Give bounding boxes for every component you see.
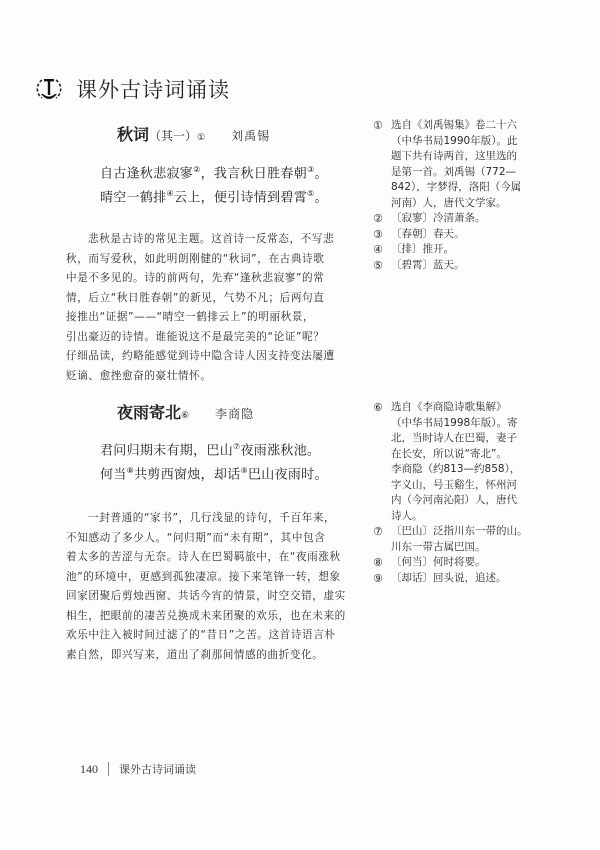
poem-2-notes xyxy=(373,400,538,586)
verse-line: 何当⑧共剪西窗烛，却话⑨巴山夜雨时。 xyxy=(100,466,328,483)
poem-1-heading xyxy=(117,122,270,145)
verse-line: 晴空一鹤排④云上，便引诗情到碧霄⑤。 xyxy=(100,189,328,206)
poem-1-title: 秋词 xyxy=(117,125,150,144)
footnote: ⑦ 〔巴山〕泛指川东一带的山。 川东一带古属巴国。 xyxy=(373,525,528,553)
footnote: ② 〔寂寥〕冷清萧条。 xyxy=(373,212,486,225)
poem-1-commentary: 悲秋是古诗的常见主题。这首诗一反常态，不写悲 秋，而写爱秋，如此明朗刚健的“秋词”，在古典诗歌 中是不多见的。诗的前两句，先弃“逢秋悲寂寥”的常 情，后立“秋日胜春朝”的新见，气势不凡；后两句直 接推出“证据”——“晴空一鹤排云上”的明丽秋景， 引出豪迈的诗情。谁能说这不是最完美的“论证”呢？ 仔细品读，约略能感觉到诗中隐含诗人因支持变法屡遭 贬谪、愈挫愈奋的豪壮情怀。 xyxy=(66,233,335,382)
section-title: 课外古诗词诵读 xyxy=(76,78,230,102)
section-header xyxy=(36,74,230,104)
poem-1-note-ref: ① xyxy=(197,133,206,143)
poem-2-title: 夜雨寄北 xyxy=(117,403,182,422)
poem-2-heading xyxy=(117,400,254,423)
reading-emblem-icon xyxy=(36,76,62,102)
poem-2-author: 李商隐 xyxy=(215,407,255,421)
poem-1-subtitle: （其一） xyxy=(149,129,198,143)
verse-line: 自古逢秋悲寂寥②，我言秋日胜春朝③。 xyxy=(100,165,328,182)
poem-1-notes xyxy=(373,118,533,273)
page-footer xyxy=(80,761,196,777)
footnote: ① 选自《刘禹锡集》卷二十六 （中华书局1990年版）。此 题下共有诗两首，这里选的 是第一首。刘禹锡（772— 842），字梦得，洛阳（今属 河南）人，唐代文学家。 xyxy=(373,119,522,209)
footnote: ⑤ 〔碧霄〕蓝天。 xyxy=(373,258,465,272)
running-title: 课外古诗词诵读 xyxy=(119,763,196,776)
footnote: ⑨ 〔却话〕回头说，追述。 xyxy=(373,571,507,585)
footnote: ③ 〔春朝〕春天。 xyxy=(373,227,465,241)
poem-1-author: 刘禹锡 xyxy=(231,129,271,143)
footer-divider xyxy=(108,762,109,776)
poem-2-commentary: 一封普通的“家书”，几行浅显的诗句，千百年来， 不知感动了多少人。“问归期”而“未有期”，其中包含 着太多的苦涩与无奈。诗人在巴蜀羁旅中，在“夜雨涨秋 池”的环境中，更感到孤独凄凉。接下来笔锋一转，想象 回家团聚后剪烛西窗、共话今宵的情景，时空交错，虚实 相生，把眼前的凄苦兑换成未来团聚的欢乐，也在未来的 欢乐中注入被时间过滤了的“昔日”之苦。这首诗语言朴 素自然，即兴写来，道出了刹那间情感的曲折变化。 xyxy=(66,512,346,661)
poem-2-note-ref: ⑥ xyxy=(181,411,190,421)
poem-2-verses xyxy=(100,437,328,486)
page-number: 140 xyxy=(80,761,98,776)
footnote: ④ 〔排〕推开。 xyxy=(373,243,454,256)
verse-line: 君问归期未有期，巴山⑦夜雨涨秋池。 xyxy=(100,442,321,459)
footnote: ⑥ 选自《李商隐诗歌集解》 （中华书局1998年版）。寄 北，当时诗人在巴蜀，妻子 在长安，所以说“寄北”。 李商隐（约813—约858）， 字义山，号玉谿生，怀州河 内（今河南沁阳）人，唐代 诗人。 xyxy=(373,401,521,522)
poem-1-verses xyxy=(100,160,328,209)
footnote: ⑧ 〔何当〕何时将要。 xyxy=(373,556,486,569)
